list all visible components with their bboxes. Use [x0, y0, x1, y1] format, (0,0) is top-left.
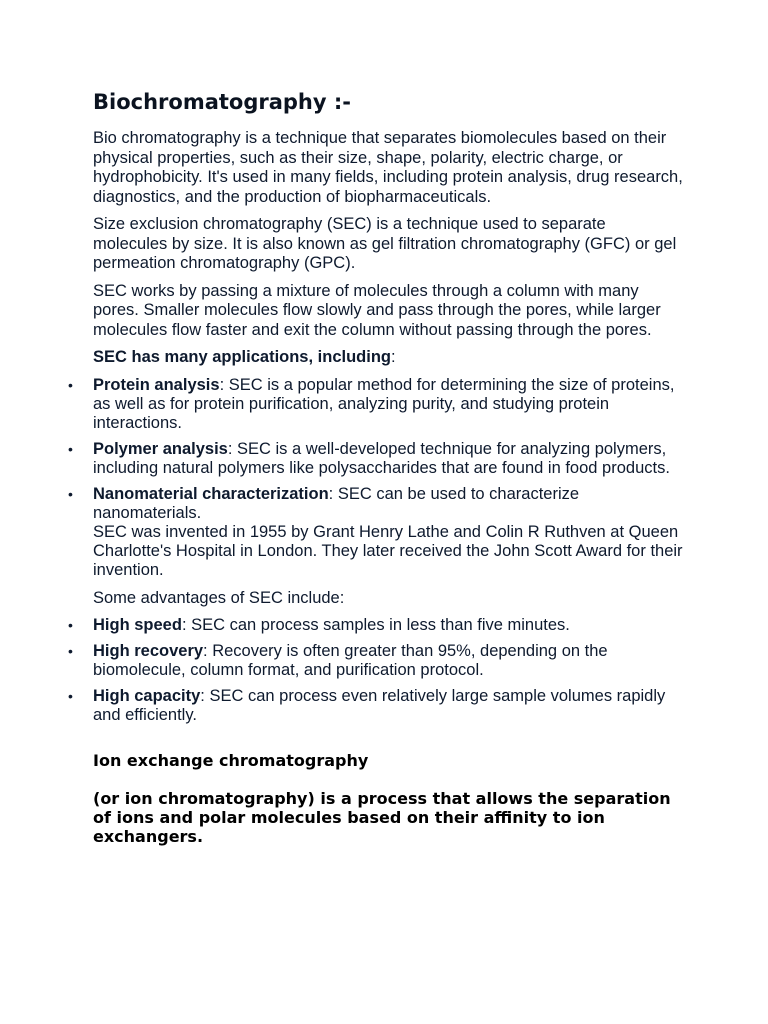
list-item-text: : SEC is a well-developed technique for analyzing polymers, including natural polymers like polysaccharides that are found in food products.: [93, 439, 670, 477]
list-item-text: : SEC can be used to characterize nanomaterials.: [93, 484, 580, 522]
bullet-icon: •: [68, 485, 73, 502]
sec-mechanism-paragraph: SEC works by passing a mixture of molecules through a column with many pores. Smaller molecules flow slowly and pass through the pores, while larger molecules flow faster and exit the column without passing through the pores.: [93, 281, 661, 339]
applications-intro-colon: :: [390, 348, 396, 366]
list-item-high-capacity: [68, 687, 683, 725]
list-item-term: Polymer analysis: [93, 439, 228, 458]
list-item-nanomaterial-characterization: [68, 484, 683, 580]
list-item-text: : SEC is a popular method for determining the size of proteins, as well as for protein purification, analyzing purity, and studying protein interactions.: [93, 375, 675, 432]
list-item-protein-analysis: [68, 375, 683, 433]
list-item-high-recovery: [68, 642, 683, 680]
advantages-intro: Some advantages of SEC include:: [93, 588, 345, 607]
sec-history-text: SEC was invented in 1955 by Grant Henry Lathe and Colin R Ruthven at Queen Charlotte's Hospital in London. They later received the John Scott Award for their invention.: [93, 522, 683, 579]
list-item-text: : SEC can process samples in less than five minutes.: [181, 616, 570, 634]
bullet-icon: •: [68, 376, 73, 393]
document-content: [68, 88, 683, 846]
list-item-polymer-analysis: [68, 439, 683, 478]
list-item-text: : Recovery is often greater than 95%, depending on the biomolecule, column format, and purification protocol.: [93, 642, 608, 679]
list-item-text: : SEC can process even relatively large sample volumes rapidly and efficiently.: [93, 687, 666, 724]
document-title: Biochromatography :-: [93, 90, 351, 114]
list-item-high-speed: [68, 616, 683, 635]
list-item-term: Protein analysis: [93, 375, 220, 394]
applications-intro-bold: SEC has many applications, including: [93, 348, 391, 366]
bullet-icon: •: [68, 688, 73, 704]
bullet-icon: •: [68, 617, 73, 633]
ion-exchange-heading: Ion exchange chromatography: [93, 751, 369, 770]
intro-paragraph: Bio chromatography is a technique that separates biomolecules based on their physical properties, such as their size, shape, polarity, electric charge, or hydrophobicity. It's used in many fields, including protein analysis, drug research, diagnostics, and the production of biopharmaceuticals.: [93, 129, 683, 206]
sec-definition-paragraph: Size exclusion chromatography (SEC) is a technique used to separate molecules by size. It is also known as gel filtration chromatography (GFC) or gel permeation chromatography (GPC).: [93, 215, 677, 272]
list-item-term: High recovery: [93, 642, 204, 660]
bullet-icon: •: [68, 440, 73, 457]
list-item-term: High speed: [93, 616, 182, 634]
ion-exchange-paragraph: (or ion chromatography) is a process that allows the separation of ions and polar molecules based on their affinity to ion exchangers.: [93, 789, 671, 846]
list-item-term: Nanomaterial characterization: [93, 484, 329, 503]
bullet-icon: •: [68, 643, 73, 659]
applications-list: [68, 375, 683, 580]
list-item-term: High capacity: [93, 687, 201, 705]
advantages-list: [68, 616, 683, 725]
applications-intro: [93, 348, 683, 368]
